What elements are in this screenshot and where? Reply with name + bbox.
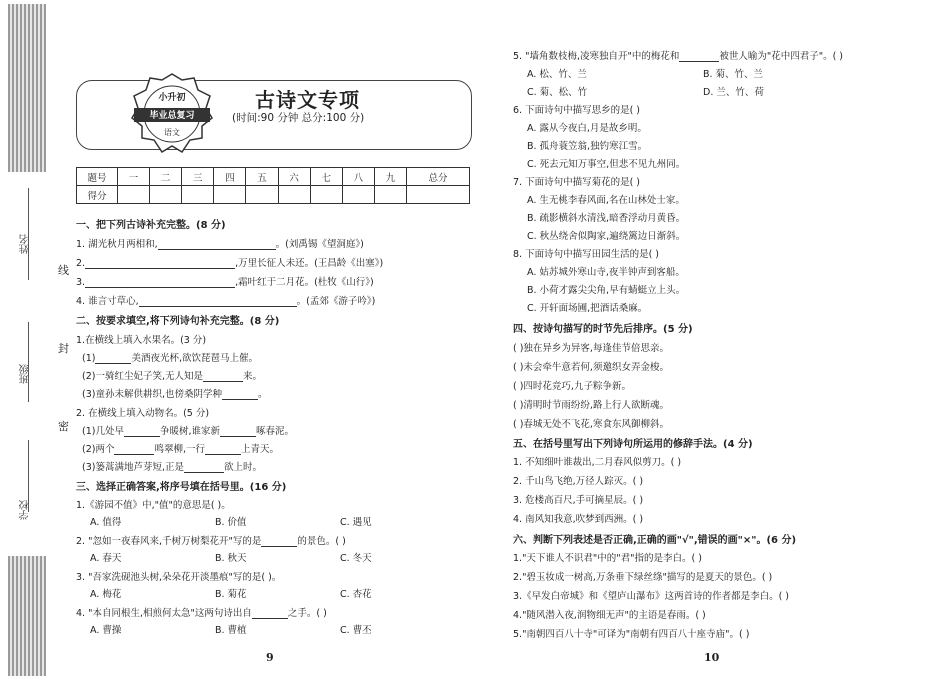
school-label: 学校 xyxy=(20,500,31,520)
question-text: 4. "本自同根生,相煎何太急"这两句诗出自 xyxy=(76,608,252,619)
score-input-cell[interactable] xyxy=(150,186,182,204)
question xyxy=(76,236,364,250)
score-cell: 得分 xyxy=(77,186,118,204)
score-cell: 八 xyxy=(342,168,374,186)
question xyxy=(82,368,262,382)
question xyxy=(82,441,279,455)
question-text: 的景色。( ) xyxy=(297,536,346,547)
rhetoric-item[interactable]: 2. 千山鸟飞绝,万径人踪灭。( ) xyxy=(513,476,644,487)
judgement-item[interactable]: 1."天下谁人不识君"中的"君"指的是李白。( ) xyxy=(513,553,702,564)
badge-bottom-text: 语文 xyxy=(164,128,180,137)
question-text: 4. 谁言寸草心, xyxy=(76,296,139,307)
score-input-cell[interactable] xyxy=(342,186,374,204)
question-text: 。(刘禹锡《望洞庭》) xyxy=(275,239,364,250)
answer-blank[interactable] xyxy=(222,399,258,400)
option-c[interactable]: C. 开轩面场圃,把酒话桑麻。 xyxy=(527,303,648,314)
sub-question: 2. 在横线上填入动物名。(5 分) xyxy=(76,408,210,419)
score-cell: 一 xyxy=(118,168,150,186)
question-text: ,万里长征人未还。(王昌龄《出塞》) xyxy=(235,258,384,269)
section-3-title: 三、选择正确答案,将序号填在括号里。(16 分) xyxy=(76,482,287,493)
score-table-score-row xyxy=(77,186,470,204)
option-a[interactable]: A. 生无桃李春风面,名在山林处士家。 xyxy=(527,195,685,206)
answer-blank[interactable] xyxy=(124,436,160,437)
badge-top-text: 小升初 xyxy=(158,93,186,103)
answer-blank[interactable] xyxy=(95,363,131,364)
section-2-title: 二、按要求填空,将下列诗句补充完整。(8 分) xyxy=(76,316,280,327)
name-label: 姓名 xyxy=(20,234,31,254)
question-text: 啄春泥。 xyxy=(256,426,295,437)
rhetoric-item[interactable]: 1. 不知细叶谁裁出,二月春风似剪刀。( ) xyxy=(513,457,682,468)
question-text: 2. xyxy=(76,258,86,269)
question xyxy=(76,255,383,269)
option-b[interactable]: B. 孤舟蓑笠翁,独钓寒江雪。 xyxy=(527,141,648,152)
question-text: (3)童孙未解供耕织,也傍桑阴学种 xyxy=(82,389,222,400)
question: 6. 下面诗句中描写思乡的是( ) xyxy=(513,105,641,116)
score-input-cell[interactable] xyxy=(407,186,470,204)
question-text: ,霜叶红于二月花。(杜牧《山行》) xyxy=(235,277,374,288)
question xyxy=(76,533,346,547)
section-5-title: 五、在括号里写出下列诗句所运用的修辞手法。(4 分) xyxy=(513,439,753,450)
ordering-item[interactable]: ( )未会牵牛意若何,须邀织女弄金梭。 xyxy=(513,362,669,373)
class-label: 班级 xyxy=(20,364,31,384)
question-text: 来。 xyxy=(242,371,262,382)
question-text: (3)篓蒿满地芦芽短,正是 xyxy=(82,462,184,473)
option-c[interactable]: C. 曹丕 xyxy=(340,625,372,636)
option-a[interactable]: A. 曹操 xyxy=(90,625,122,636)
ordering-item[interactable]: ( )四时花竞巧,九子粽争新。 xyxy=(513,381,631,392)
class-line xyxy=(28,322,29,402)
option-a[interactable]: A. 姑苏城外寒山寺,夜半钟声到客船。 xyxy=(527,267,685,278)
answer-blank[interactable] xyxy=(85,287,235,288)
score-cell: 四 xyxy=(214,168,246,186)
score-cell: 六 xyxy=(278,168,310,186)
score-input-cell[interactable] xyxy=(278,186,310,204)
option-b[interactable]: B. 疏影横斜水清浅,暗香浮动月黄昏。 xyxy=(527,213,686,224)
section-1-title: 一、把下列古诗补充完整。(8 分) xyxy=(76,220,226,231)
question-text: 争暖树,谁家新 xyxy=(159,426,220,437)
question-text: 鸣翠柳,一行 xyxy=(154,444,205,455)
judgement-item[interactable]: 2."碧玉妆成一树高,万条垂下绿丝绦"描写的是夏天的景色。( ) xyxy=(513,572,773,583)
question-text: (2)两个 xyxy=(82,444,115,455)
score-input-cell[interactable] xyxy=(214,186,246,204)
score-input-cell[interactable] xyxy=(246,186,278,204)
option-a[interactable]: A. 露从今夜白,月是故乡明。 xyxy=(527,123,647,134)
option-b[interactable]: B. 小荷才露尖尖角,早有蜻蜓立上头。 xyxy=(527,285,686,296)
option-b[interactable]: B. 价值 xyxy=(215,517,247,528)
option-b[interactable]: B. 菊花 xyxy=(215,589,247,600)
question-text: (2)一骑红尘妃子笑,无人知是 xyxy=(82,371,203,382)
question xyxy=(82,459,262,473)
answer-blank[interactable] xyxy=(184,472,224,473)
question-text: 1. 湖光秋月两相和, xyxy=(76,239,158,250)
score-table-header-row xyxy=(77,168,470,186)
judgement-item[interactable]: 4."随风潜入夜,润物细无声"的主语是春雨。( ) xyxy=(513,610,706,621)
question-text: 5. "墙角数枝梅,凌寒独自开"中的梅花和 xyxy=(513,51,680,62)
section-6-title: 六、判断下列表述是否正确,正确的画"√",错误的画"×"。(6 分) xyxy=(513,535,797,546)
question-text: 。(孟郊《游子吟》) xyxy=(296,296,376,307)
answer-blank[interactable] xyxy=(679,61,719,62)
option-b[interactable]: B. 曹植 xyxy=(215,625,247,636)
question xyxy=(82,386,268,400)
answer-blank[interactable] xyxy=(85,268,235,269)
ordering-item[interactable]: ( )清明时节雨纷纷,路上行人欲断魂。 xyxy=(513,400,669,411)
option-b[interactable]: B. 菊、竹、兰 xyxy=(703,69,764,80)
question-text: 之手。( ) xyxy=(287,608,327,619)
question-text: 2. "忽如一夜春风来,千树万树梨花开"写的是 xyxy=(76,536,262,547)
sub-question: 1.在横线上填入水果名。(3 分) xyxy=(76,335,207,346)
judgement-item[interactable]: 5."南朝四百八十寺"可译为"南朝有四百八十座寺庙"。( ) xyxy=(513,629,750,640)
score-input-cell[interactable] xyxy=(310,186,342,204)
score-input-cell[interactable] xyxy=(118,186,150,204)
option-a[interactable]: A. 春天 xyxy=(90,553,122,564)
answer-blank[interactable] xyxy=(220,436,256,437)
option-a[interactable]: A. 值得 xyxy=(90,517,122,528)
badge-middle-text: 毕业总复习 xyxy=(149,111,195,121)
question-text: 3. xyxy=(76,277,86,288)
question-text: 美酒夜光杯,欲饮琵琶马上催。 xyxy=(131,353,258,364)
seal-char-seal: 封 xyxy=(58,342,69,355)
question-text: 被世人喻为"花中四君子"。( ) xyxy=(719,51,844,62)
question-text: (1)几处早 xyxy=(82,426,124,437)
exam-badge xyxy=(130,72,214,156)
question xyxy=(82,350,258,364)
option-c[interactable]: C. 菊、松、竹 xyxy=(527,87,588,98)
score-input-cell[interactable] xyxy=(374,186,406,204)
option-c[interactable]: C. 死去元知万事空,但悲不见九州同。 xyxy=(527,159,686,170)
seal-char-line: 线 xyxy=(58,264,69,277)
option-a[interactable]: A. 松、竹、兰 xyxy=(527,69,587,80)
question: 1.《游园不值》中,"值"的意思是( )。 xyxy=(76,500,231,511)
answer-blank[interactable] xyxy=(205,454,241,455)
answer-blank[interactable] xyxy=(203,381,243,382)
binding-strip-top xyxy=(8,4,46,172)
question: 8. 下面诗句中描写田园生活的是( ) xyxy=(513,249,660,260)
binding-strip-bottom xyxy=(8,556,46,676)
score-cell: 三 xyxy=(182,168,214,186)
option-b[interactable]: B. 秋天 xyxy=(215,553,247,564)
question: 3. "吾家洗砚池头树,朵朵花开淡墨痕"写的是( )。 xyxy=(76,572,282,583)
question-text: 。 xyxy=(257,389,268,400)
seal-char-secret: 密 xyxy=(58,420,69,433)
option-c[interactable]: C. 杏花 xyxy=(340,589,372,600)
score-cell: 七 xyxy=(310,168,342,186)
section-4-title: 四、按诗句描写的时节先后排序。(5 分) xyxy=(513,324,693,335)
question xyxy=(76,274,374,288)
option-c[interactable]: C. 遇见 xyxy=(340,517,372,528)
score-cell: 题号 xyxy=(77,168,118,186)
option-d[interactable]: D. 兰、竹、荷 xyxy=(703,87,764,98)
question-text: (1) xyxy=(82,353,96,364)
score-cell: 五 xyxy=(246,168,278,186)
question xyxy=(76,293,375,307)
score-cell: 二 xyxy=(150,168,182,186)
ordering-item[interactable]: ( )独在异乡为异客,每逢佳节倍思亲。 xyxy=(513,343,669,354)
question-text: 欲上时。 xyxy=(223,462,262,473)
page-number-left: 9 xyxy=(266,651,274,664)
answer-blank[interactable] xyxy=(261,546,297,547)
page-title: 古诗文专项 xyxy=(255,88,360,112)
ordering-item[interactable]: ( )春城无处不飞花,寒食东风御柳斜。 xyxy=(513,419,669,430)
score-input-cell[interactable] xyxy=(182,186,214,204)
answer-blank[interactable] xyxy=(158,249,276,250)
option-c[interactable]: C. 冬天 xyxy=(340,553,372,564)
question xyxy=(82,423,294,437)
question xyxy=(76,605,327,619)
question-text: 上青天。 xyxy=(241,444,280,455)
option-a[interactable]: A. 梅花 xyxy=(90,589,122,600)
score-cell: 九 xyxy=(374,168,406,186)
page-number-right: 10 xyxy=(704,651,720,664)
answer-blank[interactable] xyxy=(139,306,297,307)
judgement-item[interactable]: 3.《早发白帝城》和《望庐山瀑布》这两首诗的作者都是李白。( ) xyxy=(513,591,789,602)
score-table xyxy=(76,167,470,204)
question: 7. 下面诗句中描写菊花的是( ) xyxy=(513,177,641,188)
option-c[interactable]: C. 秋丛绕舍似陶家,遍绕篱边日渐斜。 xyxy=(527,231,686,242)
page-subtitle: (时间:90 分钟 总分:100 分) xyxy=(232,112,365,124)
question xyxy=(513,48,843,62)
answer-blank[interactable] xyxy=(252,618,288,619)
answer-blank[interactable] xyxy=(114,454,154,455)
score-cell: 总分 xyxy=(407,168,470,186)
rhetoric-item[interactable]: 3. 危楼高百尺,手可摘星辰。( ) xyxy=(513,495,644,506)
rhetoric-item[interactable]: 4. 南风知我意,吹梦到西洲。( ) xyxy=(513,514,644,525)
